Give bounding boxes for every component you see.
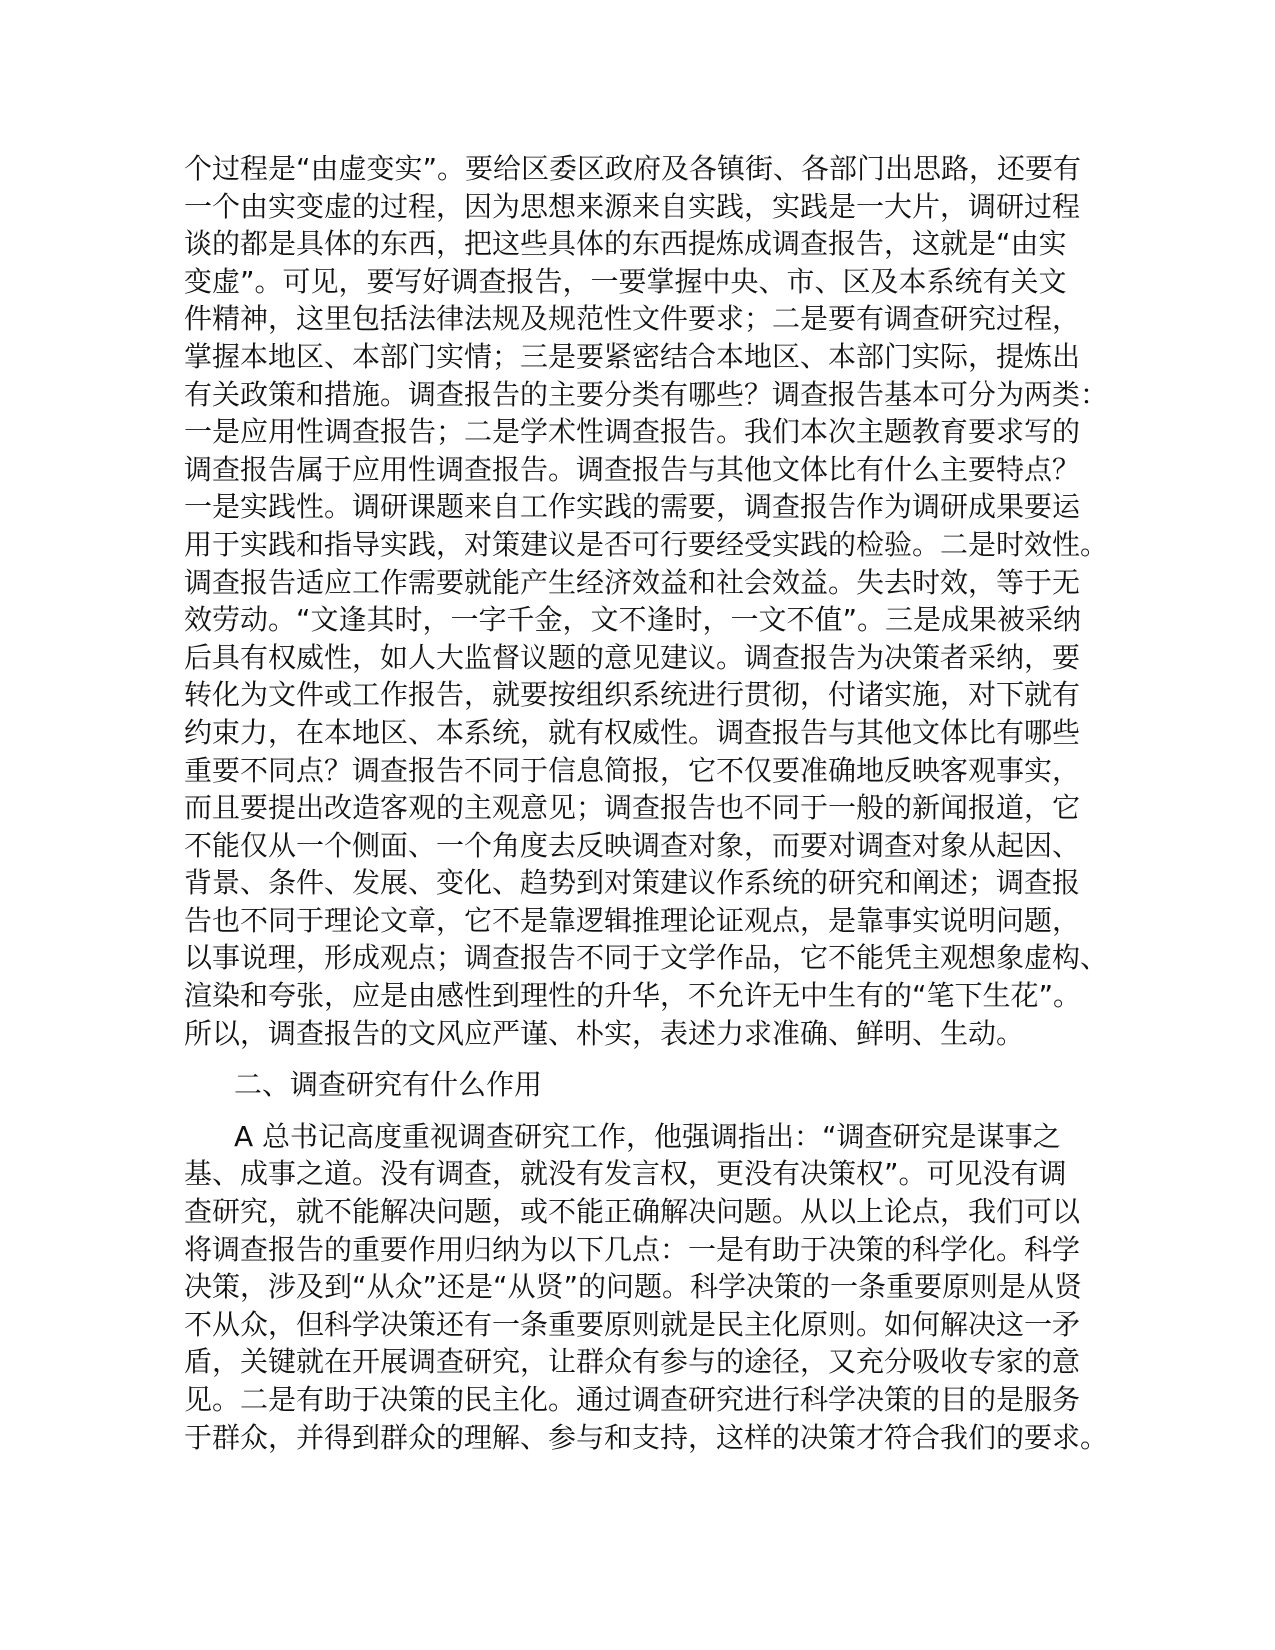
text-line: 所以，调查报告的文风应严谨、朴实，表述力求准确、鲜明、生动。 — [184, 1016, 1025, 1050]
text-line: 盾，关键就在开展调查研究，让群众有参与的途径，又充分吸收专家的意 — [184, 1345, 1081, 1379]
text-line: 效劳动。“文逢其时，一字千金，文不逢时，一文不值”。三是成果被采纳 — [184, 603, 1082, 637]
paragraph-2 — [184, 1118, 1109, 1456]
text-line: 不能仅从一个侧面、一个角度去反映调查对象，而要对调查对象从起因、 — [184, 828, 1081, 862]
text-line: 约束力，在本地区、本系统，就有权威性。调查报告与其他文体比有哪些 — [184, 715, 1081, 749]
section-heading: 二、调查研究有什么作用 — [234, 1068, 543, 1102]
text-line: 个过程是“由虚变实”。要给区委区政府及各镇街、各部门出思路，还要有 — [184, 152, 1082, 185]
text-line: 告也不同于理论文章，它不是靠逻辑推理论证观点，是靠事实说明问题， — [184, 903, 1081, 937]
text-line: 调查报告适应工作需要就能产生经济效益和社会效益。失去时效，等于无 — [184, 565, 1081, 599]
paragraph-1 — [184, 150, 1109, 1052]
text-line: 一是应用性调查报告；二是学术性调查报告。我们本次主题教育要求写的 — [184, 415, 1081, 449]
text-line: 背景、条件、发展、变化、趋势到对策建议作系统的研究和阐述；调查报 — [184, 866, 1081, 900]
text-line: 以事说理，形成观点；调查报告不同于文学作品，它不能凭主观想象虚构、 — [184, 941, 1109, 975]
text-line: 重要不同点？调查报告不同于信息简报，它不仅要准确地反映客观事实， — [184, 753, 1081, 787]
text-line: 一是实践性。调研课题来自工作实践的需要，调查报告作为调研成果要运 — [184, 490, 1081, 524]
text-line: 用于实践和指导实践，对策建议是否可行要经受实践的检验。二是时效性。 — [184, 527, 1109, 561]
text-line: 件精神，这里包括法律法规及规范性文件要求；二是要有调查研究过程， — [184, 302, 1081, 336]
text-line: 一个由实变虚的过程，因为思想来源来自实践，实践是一大片，调研过程 — [184, 189, 1081, 223]
text-line: 查研究，就不能解决问题，或不能正确解决问题。从以上论点，我们可以 — [184, 1195, 1081, 1229]
text-line: 于群众，并得到群众的理解、参与和支持，这样的决策才符合我们的要求。 — [184, 1420, 1109, 1454]
text-line: 不从众，但科学决策还有一条重要原则就是民主化原则。如何解决这一矛 — [184, 1307, 1081, 1341]
text-line: 将调查报告的重要作用归纳为以下几点：一是有助于决策的科学化。科学 — [184, 1232, 1081, 1266]
text-line: 渲染和夸张，应是由感性到理性的升华，不允许无中生有的“笔下生花”。 — [184, 979, 1082, 1013]
text-line: 决策，涉及到“从众”还是“从贤”的问题。科学决策的一条重要原则是从贤 — [184, 1270, 1083, 1304]
text-line: 调查报告属于应用性调查报告。调查报告与其他文体比有什么主要特点？ — [184, 452, 1081, 486]
text-line: 转化为文件或工作报告，就要按组织系统进行贯彻，付诸实施，对下就有 — [184, 678, 1081, 712]
document-page — [184, 150, 1109, 1456]
text-line: 见。二是有助于决策的民主化。通过调查研究进行科学决策的目的是服务 — [184, 1383, 1081, 1416]
text-line: A 总书记高度重视调查研究工作，他强调指出：“调查研究是谋事之 — [234, 1119, 1061, 1153]
text-line: 有关政策和措施。调查报告的主要分类有哪些？调查报告基本可分为两类： — [184, 377, 1109, 411]
text-line: 基、成事之道。没有调查，就没有发言权，更没有决策权”。可见没有调 — [184, 1157, 1067, 1191]
text-line: 而且要提出改造客观的主观意见；调查报告也不同于一般的新闻报道，它 — [184, 791, 1081, 825]
text-line: 掌握本地区、本部门实情；三是要紧密结合本地区、本部门实际，提炼出 — [184, 339, 1081, 373]
text-line: 变虚”。可见，要写好调查报告，一要掌握中央、市、区及本系统有关文 — [184, 264, 1067, 298]
text-line: 后具有权威性，如人大监督议题的意见建议。调查报告为决策者采纳，要 — [184, 640, 1081, 674]
text-line: 谈的都是具体的东西，把这些具体的东西提炼成调查报告，这就是“由实 — [184, 227, 1067, 261]
